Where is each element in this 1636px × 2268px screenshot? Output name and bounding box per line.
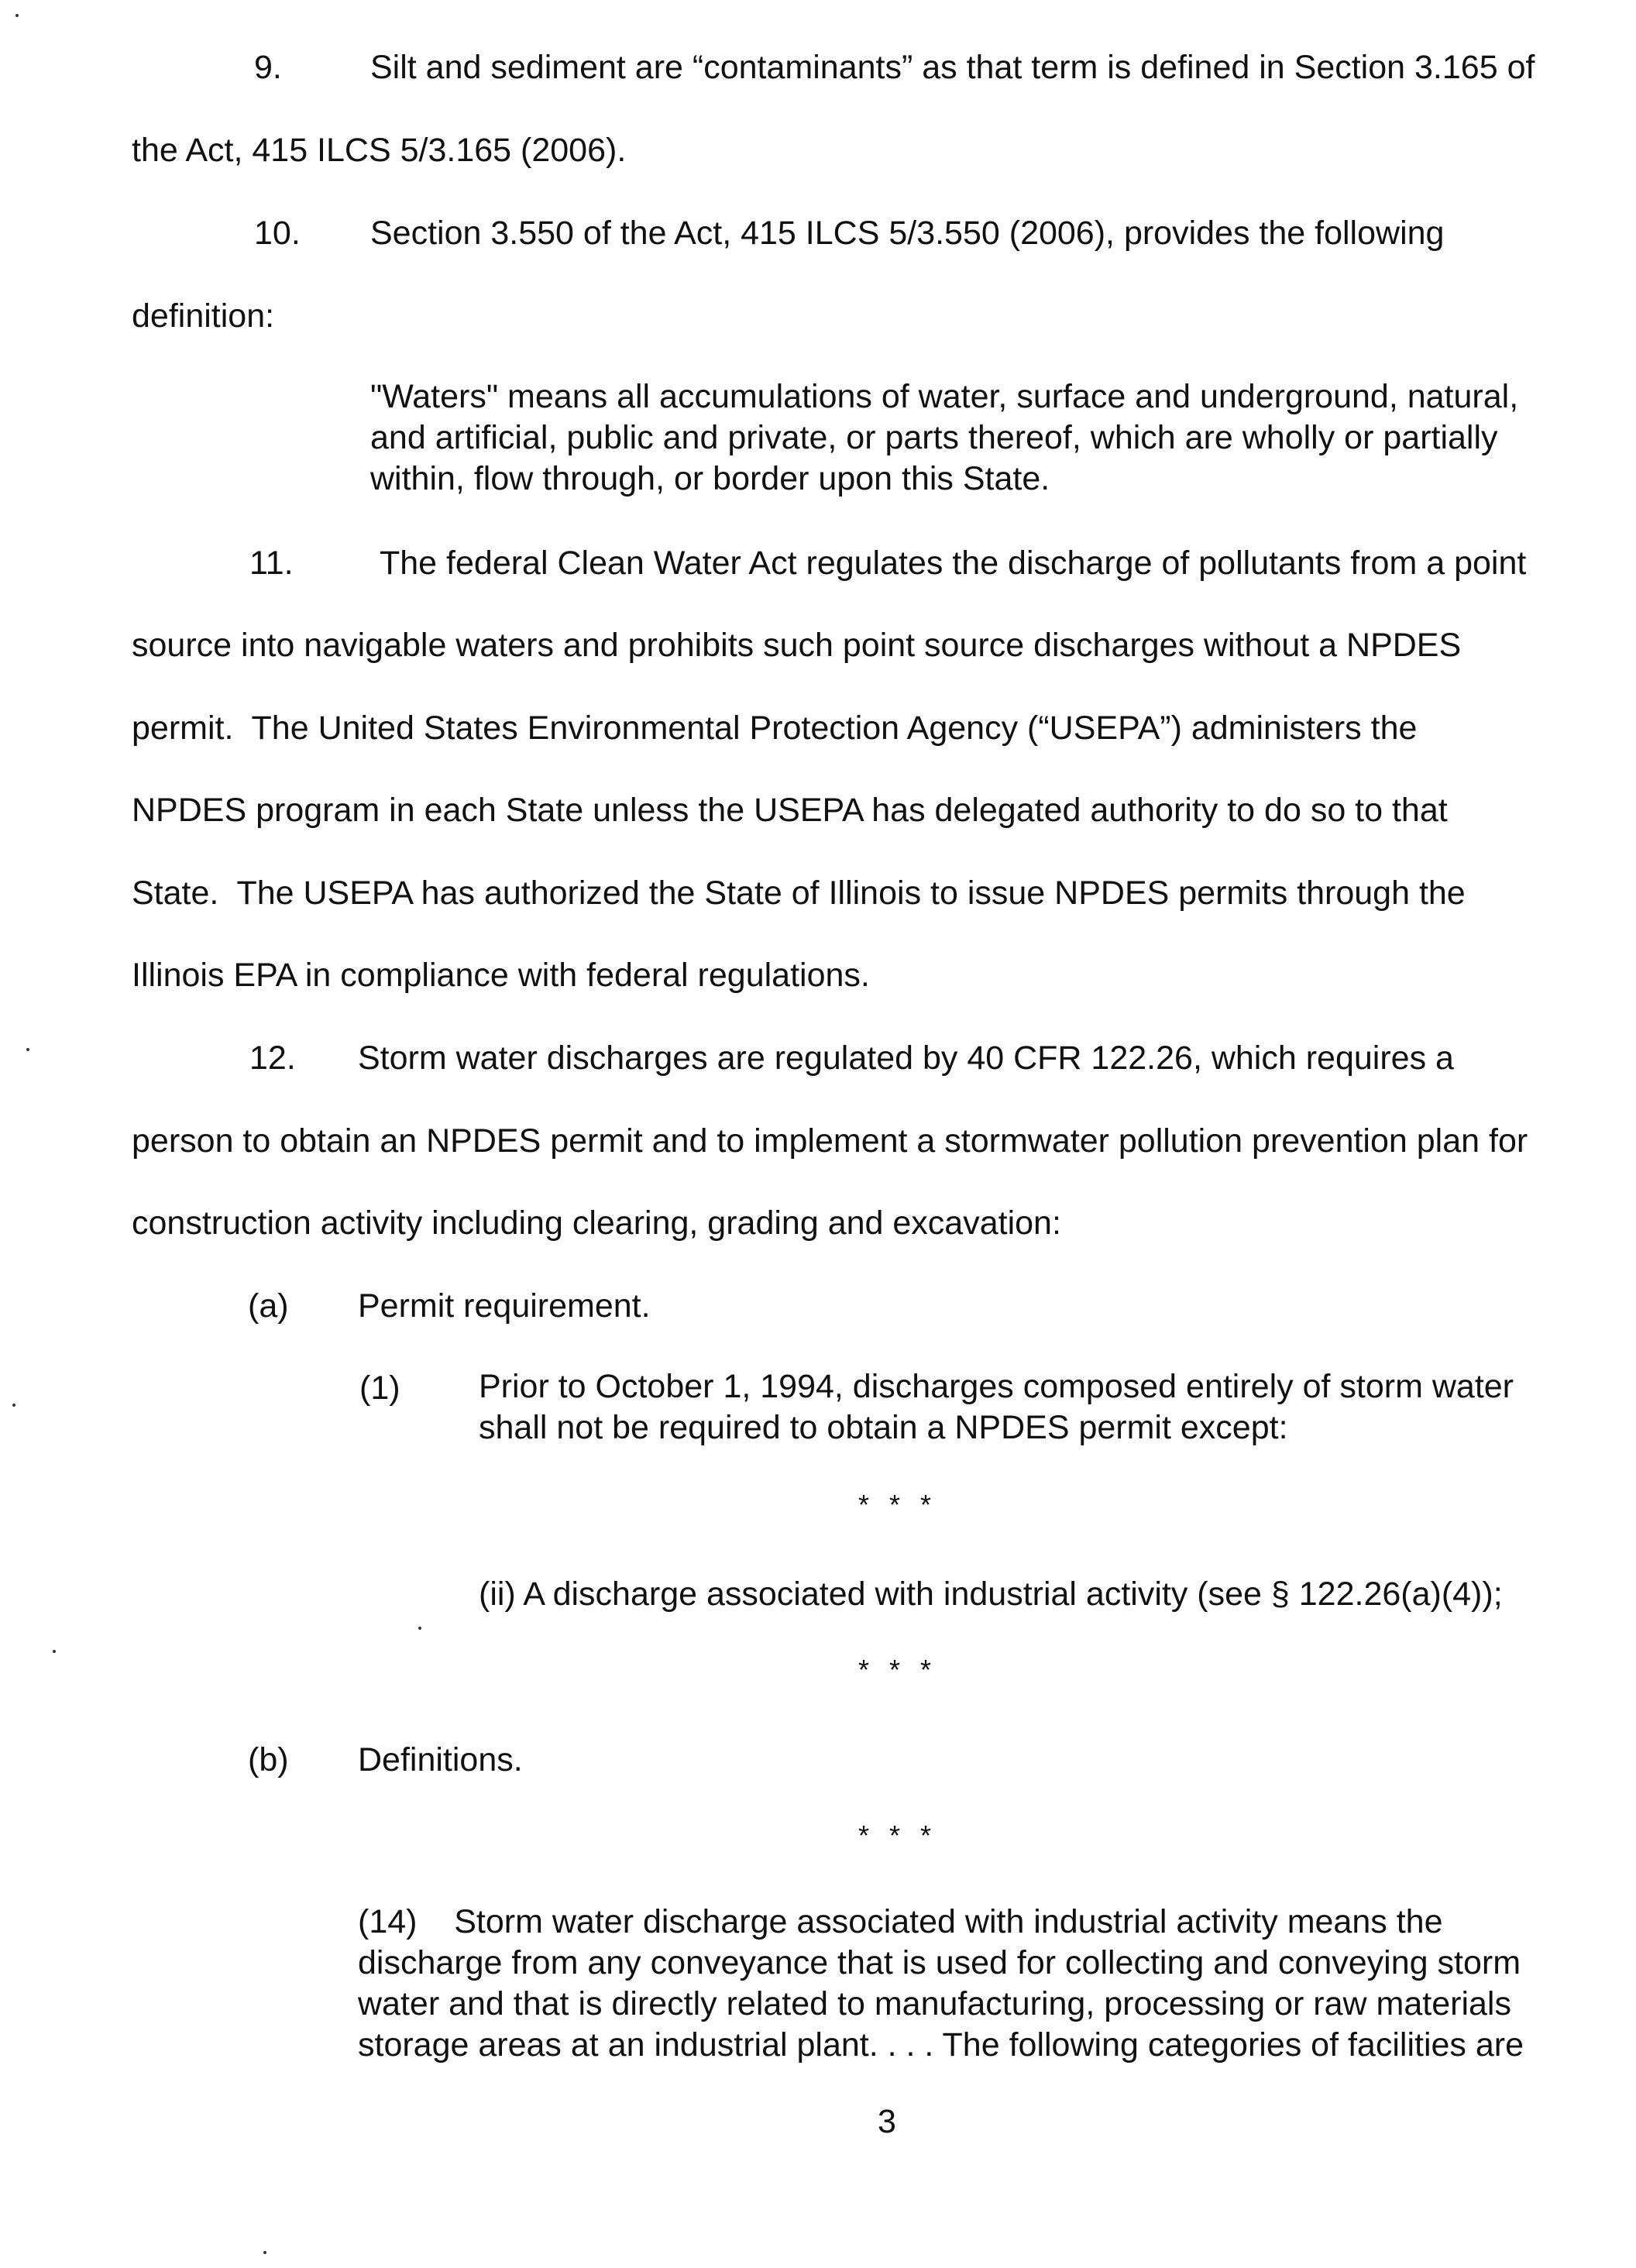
waters-definition-line-3: within, flow through, or border upon this State. xyxy=(370,460,1050,497)
subsection-a1-line-1: Prior to October 1, 1994, discharges composed entirely of storm water xyxy=(479,1368,1514,1405)
paragraph-11-line-1: The federal Clean Water Act regulates the discharge of pollutants from a point xyxy=(380,545,1527,582)
ellipsis-stars-2: * * * xyxy=(858,1654,938,1686)
scan-speck xyxy=(263,2251,266,2254)
scan-speck xyxy=(53,1650,56,1653)
paragraph-10-line-2: definition: xyxy=(132,297,275,335)
paragraph-9-line-1: Silt and sediment are “contaminants” as that term is defined in Section 3.165 of xyxy=(370,49,1535,86)
paragraph-12-line-2: person to obtain an NPDES permit and to implement a stormwater pollution prevention plan for xyxy=(132,1122,1528,1160)
paragraph-9-number: 9. xyxy=(254,49,282,86)
paragraph-12-line-1: Storm water discharges are regulated by 40 CFR 122.26, which requires a xyxy=(358,1040,1454,1077)
waters-definition-line-2: and artificial, public and private, or parts thereof, which are wholly or partially xyxy=(370,419,1498,456)
waters-definition-line-1: "Waters" means all accumulations of water, surface and underground, natural, xyxy=(370,378,1519,415)
subsection-a1-line-2: shall not be required to obtain a NPDES permit except: xyxy=(479,1409,1288,1446)
paragraph-11-line-4: NPDES program in each State unless the USEPA has delegated authority to do so to that xyxy=(132,792,1448,829)
paragraph-11-number: 11. xyxy=(249,545,294,582)
paragraph-11-line-2: source into navigable waters and prohibits such point source discharges without a NPDES xyxy=(132,627,1462,664)
subsection-a-heading: Permit requirement. xyxy=(358,1287,651,1325)
subsection-a-label: (a) xyxy=(248,1287,289,1325)
scan-speck xyxy=(418,1627,421,1630)
paragraph-11-line-3: permit. The United States Environmental Protection Agency (“USEPA”) administers the xyxy=(132,710,1418,747)
scan-speck xyxy=(12,1404,15,1407)
paragraph-10-number: 10. xyxy=(254,215,301,252)
scan-speck xyxy=(26,1048,29,1051)
paragraph-12-number: 12. xyxy=(249,1040,296,1077)
paragraph-11-line-5: State. The USEPA has authorized the State of Illinois to issue NPDES permits through the xyxy=(132,875,1466,912)
paragraph-11-line-6: Illinois EPA in compliance with federal regulations. xyxy=(132,957,870,994)
paragraph-9-line-2: the Act, 415 ILCS 5/3.165 (2006). xyxy=(132,132,627,169)
definition-14-line-3: water and that is directly related to manufacturing, processing or raw materials xyxy=(358,1985,1511,2022)
subsection-b-label: (b) xyxy=(248,1741,289,1778)
paragraph-12-line-3: construction activity including clearing, grading and excavation: xyxy=(132,1204,1061,1242)
ellipsis-stars-1: * * * xyxy=(858,1489,938,1521)
scan-speck xyxy=(15,14,19,17)
definition-14-line-2: discharge from any conveyance that is used for collecting and conveying storm xyxy=(358,1944,1521,1981)
ellipsis-stars-3: * * * xyxy=(858,1820,938,1851)
definition-14-line-1: (14) Storm water discharge associated with industrial activity means the xyxy=(358,1903,1443,1940)
definition-14-line-4: storage areas at an industrial plant. . . . The following categories of facilities are xyxy=(358,2026,1524,2064)
page-number: 3 xyxy=(878,2103,896,2140)
subsection-ii-text: (ii) A discharge associated with industrial activity (see § 122.26(a)(4)); xyxy=(479,1576,1503,1613)
subsection-b-heading: Definitions. xyxy=(358,1741,523,1778)
paragraph-10-line-1: Section 3.550 of the Act, 415 ILCS 5/3.550 (2006), provides the following xyxy=(370,215,1445,252)
subsection-a1-label: (1) xyxy=(359,1369,400,1407)
